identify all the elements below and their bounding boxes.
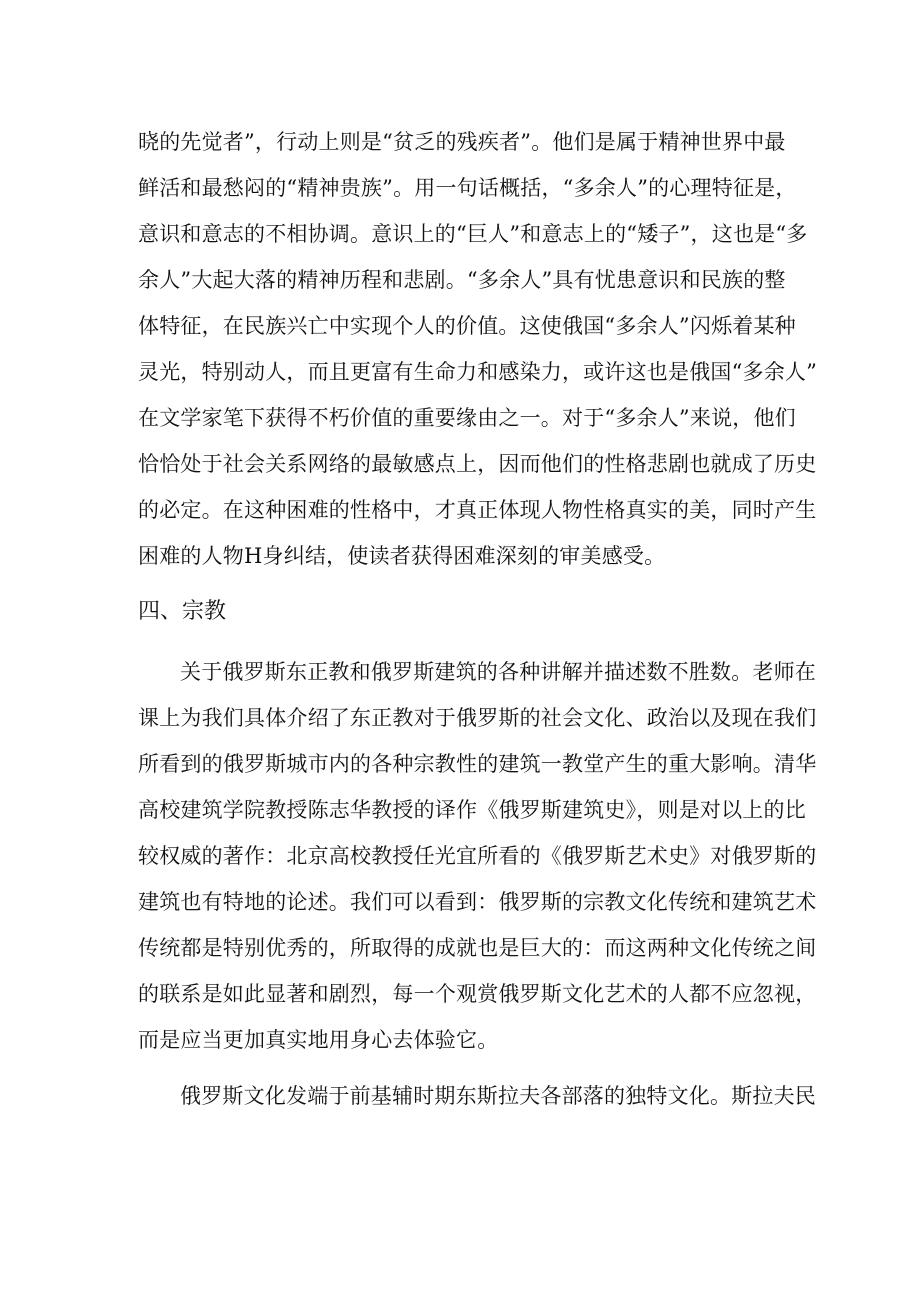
- text-line: 俄罗斯文化发端于前基辅时期东斯拉夫各部落的独特文化。斯拉夫民: [180, 1084, 816, 1108]
- text-line: 传统都是特别优秀的，所取得的成就也是巨大的：而这两种文化传统之间: [138, 936, 817, 960]
- text-line: 意识和意志的不相协调。意识上的“巨人”和意志上的“矮子”，这也是“多: [138, 222, 808, 246]
- text-line: 晓的先觉者”，行动上则是“贫乏的残疾者”。他们是属于精神世界中最: [138, 130, 786, 154]
- text-line: 较权威的著作：北京高校教授任光宜所看的《俄罗斯艺术史》对俄罗斯的: [138, 844, 817, 868]
- text-line: 恰恰处于社会关系网络的最敏感点上，因而他们的性格悲剧也就成了历史: [138, 452, 817, 476]
- text-line: 余人”大起大落的精神历程和悲剧。“多余人”具有忧患意识和民族的整: [138, 268, 786, 292]
- text-line: 在文学家笔下获得不朽价值的重要缘由之一。对于“多余人”来说，他们: [138, 406, 796, 430]
- text-line: 体特征，在民族兴亡中实现个人的价值。这使俄国“多余人”闪烁着某种: [138, 314, 796, 338]
- text-line: 关于俄罗斯东正教和俄罗斯建筑的各种讲解并描述数不胜数。老师在: [180, 660, 816, 684]
- text-line: 课上为我们具体介绍了东正教对于俄罗斯的社会文化、政治以及现在我们: [138, 706, 817, 730]
- text-line: 鲜活和最愁闷的“精神贵族”。用一句话概括，“多余人”的心理特征是，: [138, 176, 797, 200]
- text-line: 的联系是如此显著和剧烈，每一个观赏俄罗斯文化艺术的人都不应忽视，: [138, 982, 817, 1006]
- section-heading: 四、宗教: [138, 599, 227, 624]
- text-line: 困难的人物H身纠结，使读者获得困难深刻的审美感受。: [138, 544, 666, 568]
- text-line: 的必定。在这种困难的性格中，才真正体现人物性格真实的美，同时产生: [138, 498, 817, 522]
- text-line: 建筑也有特地的论述。我们可以看到：俄罗斯的宗教文化传统和建筑艺术: [138, 890, 817, 914]
- text-line: 高校建筑学院教授陈志华教授的译作《俄罗斯建筑史》，则是对以上的比: [138, 798, 806, 822]
- text-line: 而是应当更加真实地用身心去体验它。: [138, 1028, 499, 1052]
- text-line: 所看到的俄罗斯城市内的各种宗教性的建筑一教堂产生的重大影响。清华: [138, 752, 817, 776]
- text-line: 灵光，特别动人，而且更富有生命力和感染力，或许这也是俄国“多余人”: [138, 360, 818, 384]
